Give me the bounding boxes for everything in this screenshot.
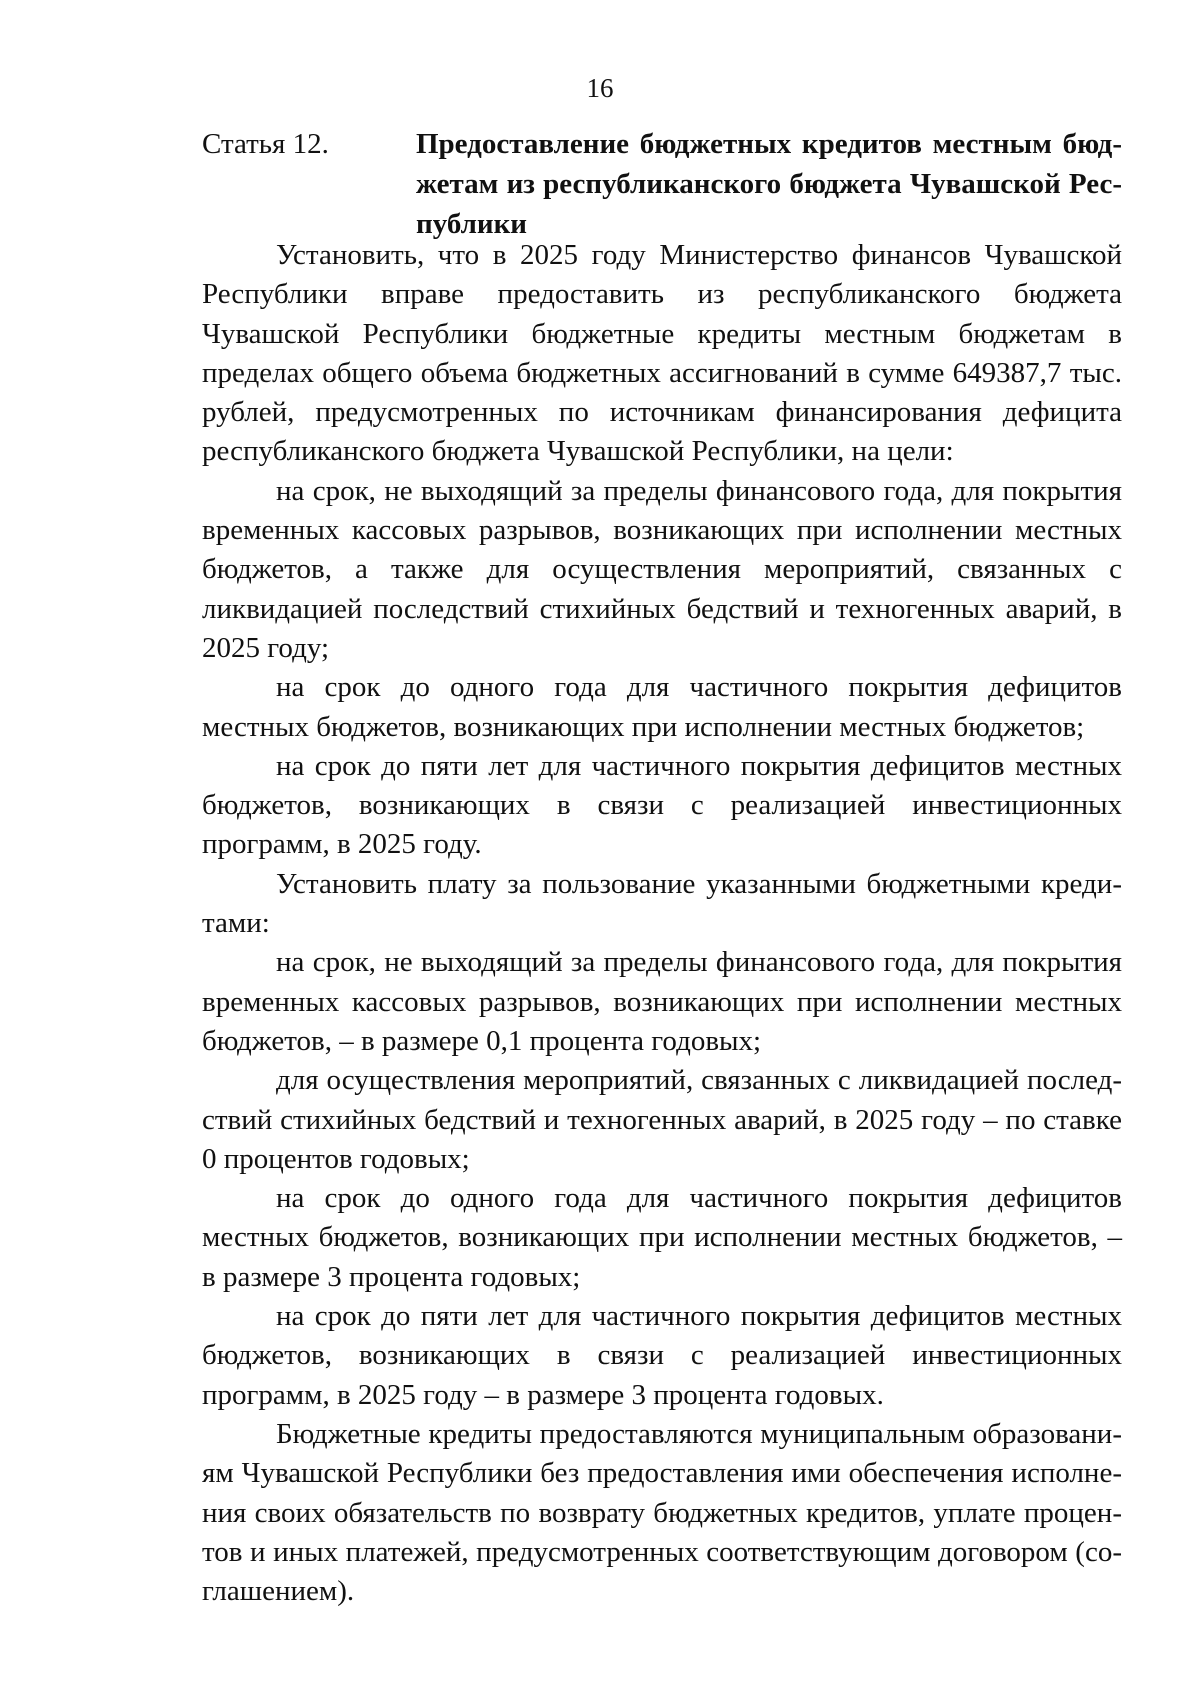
paragraph-fee-one-year: на срок до одного года для частичного покрытия дефицитов местных бюджетов, возникающих при исполнении местных бюджетов, – в размере 3 процента годовых; [202,1182,1122,1293]
paragraph-fee-five-years: на срок до пяти лет для частичного покрытия дефицитов местных бюджетов, возникающих в связи с реализацией инвестиционных программ, в 2025 году – в размере 3 процента годовых. [202,1300,1122,1411]
paragraph-no-collateral: Бюджетные кредиты предоставляются муниципальным образованиям Чувашской Республики без предоставления ими обеспечения исполнения своих обязательств по возврату бюджетных кредитов, уплате процентов и иных платежей, предусмотренных соответствующим договором (соглашением). [202,1417,1122,1608]
page-number: 16 [586,73,614,103]
article-heading [202,124,1122,244]
paragraph-intro: Установить, что в 2025 году Министерство финансов Чувашской Республики вправе предоставить из республиканского бюджета Чувашской Республики бюджетные кредиты местным бюджетам в пределах общего объема бюджетных ассигнований в сумме 649387,7 тыс. рублей, предусмотренных по источникам финансирования дефицита республиканского бюджета Чувашской Республики, на цели: [202,239,1122,468]
article-body [202,236,1122,1611]
article-label: Статья 12. [202,128,329,160]
paragraph-fee-cash-gaps: на срок, не выходящий за пределы финансового года, для покрытия временных кассовых разрывов, возникающих при исполнении местных бюджетов, – в размере 0,1 процента годовых; [202,946,1122,1057]
paragraph-purpose-one-year: на срок до одного года для частичного покрытия дефицитов местных бюджетов, возникающих при исполнении местных бюджетов; [202,671,1122,743]
article-title: Предоставление бюджетных кредитов местным бюджетам из республиканского бюджета Чувашской Республики [416,128,1122,240]
paragraph-purpose-five-years: на срок до пяти лет для частичного покрытия дефицитов местных бюджетов, возникающих в связи с реализацией инвестиционных программ, в 2025 году. [202,749,1122,861]
paragraph-fee-intro: Установить плату за пользование указанными бюджетными кредитами: [202,867,1122,940]
paragraph-purpose-cash-gaps: на срок, не выходящий за пределы финансового года, для покрытия временных кассовых разрывов, возникающих при исполнении местных бюджетов, а также для осуществления мероприятий, связанных с ликвидацией последствий стихийных бедствий и техногенных аварий, в 2025 году; [202,474,1122,664]
paragraph-fee-disasters: для осуществления мероприятий, связанных с ликвидацией последствий стихийных бедствий и техногенных аварий, в 2025 году – по ставке 0 процентов годовых; [202,1064,1122,1175]
